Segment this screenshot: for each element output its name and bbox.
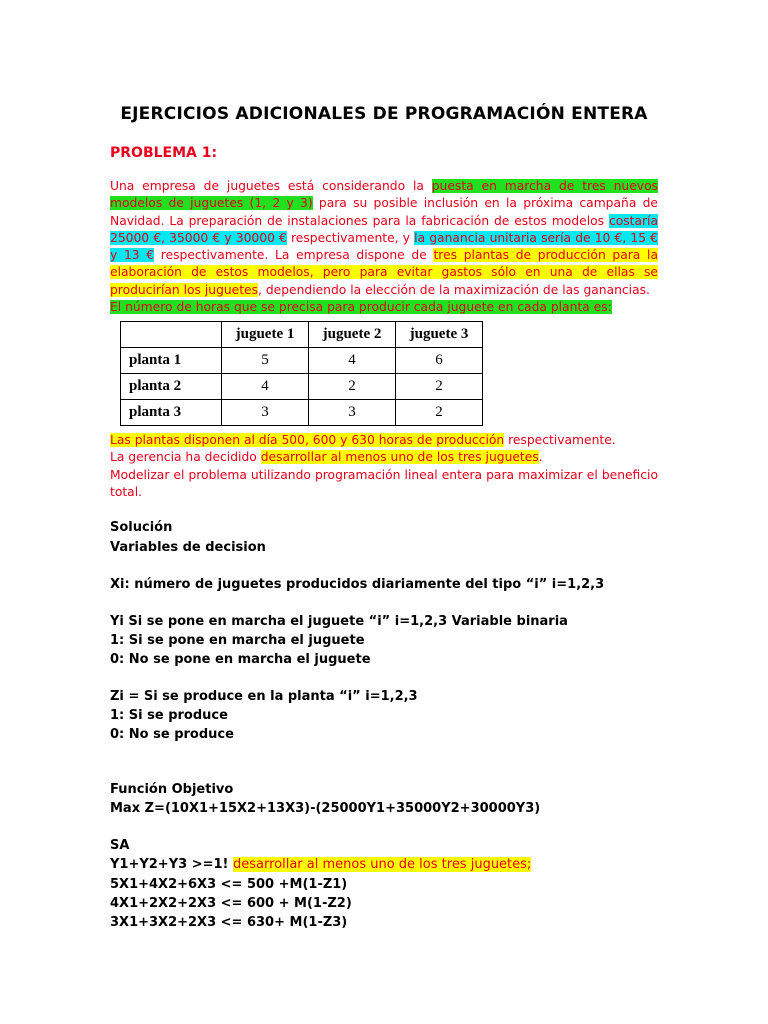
- conditions-text-4: Modelizar el problema utilizando programación lineal entera para maximizar el beneficio total.: [110, 467, 658, 499]
- table-cell: 2: [396, 374, 483, 400]
- objective-heading: Función Objetivo: [110, 782, 234, 797]
- constraint-2: 5X1+4X2+6X3 <= 500 +M(1-Z1): [110, 877, 348, 892]
- constraint-1-expr: Y1+Y2+Y3 >=1!: [110, 857, 233, 872]
- conditions-text-3: .: [538, 450, 543, 465]
- table-header-row: [121, 322, 483, 348]
- variable-z: Zi = Si se produce en la planta “i” i=1,2,3: [110, 689, 418, 704]
- table-cell: 2: [309, 374, 396, 400]
- hours-table: [120, 321, 483, 426]
- constraint-3: 4X1+2X2+2X3 <= 600 + M(1-Z2): [110, 896, 352, 911]
- intro-highlight-3: la ganancia unitaria sería de 10 €, 15 € y 13 €: [110, 230, 658, 263]
- variable-y-0: 0: No se pone en marcha el juguete: [110, 652, 371, 667]
- conditions-text-1: respectivamente.: [504, 433, 616, 447]
- intro-highlight-2: costaría 25000 €, 35000 € y 30000 €: [110, 213, 658, 245]
- conditions-highlight-2: desarrollar al menos uno de los tres juguetes: [260, 450, 539, 465]
- intro-text-5: , dependiendo la elección de la maximización de las ganancias.: [258, 282, 650, 297]
- problem-conditions: [110, 432, 658, 501]
- table-header: juguete 3: [396, 322, 483, 348]
- conditions-highlight-1: Las plantas disponen al día 500, 600 y 630 horas de producción: [110, 433, 505, 447]
- variable-y: Yi Si se pone en marcha el juguete “i” i=1,2,3 Variable binaria: [110, 614, 568, 629]
- table-cell: 2: [396, 400, 483, 426]
- row-label: planta 1: [121, 348, 222, 374]
- table-row: [121, 374, 483, 400]
- objective-function: Max Z=(10X1+15X2+13X3)-(25000Y1+35000Y2+30000Y3): [110, 801, 541, 816]
- row-label: planta 3: [121, 400, 222, 426]
- solution-heading: Solución: [110, 520, 173, 535]
- constraint-1-note: desarrollar al menos uno de los tres juguetes;: [232, 857, 532, 872]
- table-header: juguete 2: [309, 322, 396, 348]
- variable-z-1: 1: Si se produce: [110, 708, 228, 723]
- row-label: planta 2: [121, 374, 222, 400]
- constraints-heading: SA: [110, 838, 130, 853]
- constraint-1: [110, 857, 531, 872]
- intro-text-3: respectivamente, y: [286, 230, 415, 245]
- table-corner: [121, 322, 222, 348]
- intro-highlight-1: puesta en marcha de tres nuevos modelos de juguetes (1, 2 y 3): [110, 179, 659, 211]
- table-header: juguete 1: [222, 322, 309, 348]
- constraint-4: 3X1+3X2+2X3 <= 630+ M(1-Z3): [110, 915, 348, 930]
- table-cell: 5: [222, 348, 309, 374]
- variable-x: Xi: número de juguetes producidos diariamente del tipo “i” i=1,2,3: [110, 577, 605, 592]
- variables-heading: Variables de decision: [110, 540, 266, 555]
- intro-text-1: Una empresa de juguetes está considerando la: [110, 179, 432, 193]
- table-cell: 3: [309, 400, 396, 426]
- problem-label: PROBLEMA 1:: [110, 145, 218, 161]
- table-row: [121, 400, 483, 426]
- table-cell: 4: [309, 348, 396, 374]
- table-row: [121, 348, 483, 374]
- conditions-text-2: La gerencia ha decidido: [110, 450, 261, 465]
- intro-text-4: respectivamente. La empresa dispone de: [154, 248, 434, 263]
- variable-z-0: 0: No se produce: [110, 727, 234, 742]
- intro-highlight-4: tres plantas de producción para la elaboración de estos modelos, pero para evitar gastos sólo en una de ellas se producirían los juguetes: [110, 248, 658, 297]
- variable-y-1: 1: Si se pone en marcha el juguete: [110, 633, 365, 648]
- problem-statement: [110, 178, 658, 316]
- table-cell: 6: [396, 348, 483, 374]
- table-cell: 3: [222, 400, 309, 426]
- intro-highlight-5: El número de horas que se precisa para producir cada juguete en cada planta es:: [110, 300, 612, 315]
- page-title: EJERCICIOS ADICIONALES DE PROGRAMACIÓN ENTERA: [120, 104, 648, 124]
- table-cell: 4: [222, 374, 309, 400]
- intro-text-2: para su posible inclusión en la próxima campaña de Navidad. La preparación de instalaciones para la fabricación de estos modelos: [110, 196, 658, 228]
